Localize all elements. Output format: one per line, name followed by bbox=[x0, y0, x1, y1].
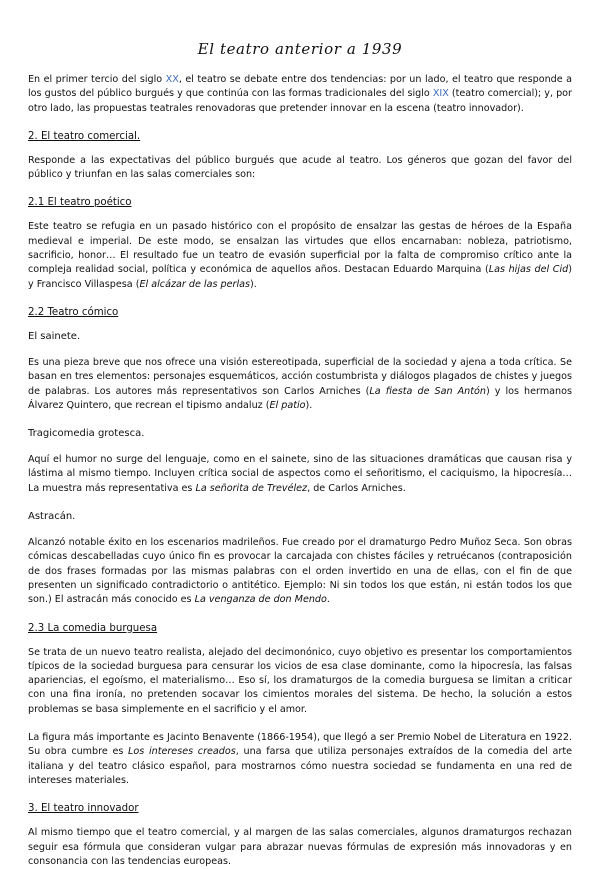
work-title: El alcázar de las perlas bbox=[139, 278, 250, 290]
paragraph-tragicomedia bbox=[28, 453, 572, 496]
intro-text-3: (teatro comercial); y, por otro lado, las propuestas teatrales renovadoras que pretender innovar en la escena (teatro innovador). bbox=[28, 88, 572, 114]
roman-numeral-xix: XIX bbox=[432, 88, 449, 100]
heading-teatro-poetico: 2.1 El teatro poético bbox=[28, 197, 132, 209]
text: Alcanzó notable éxito en los escenarios madrileños. Fue creado por el dramaturgo Pedro Muñoz Seca. Son obras cómicas descabelladas cuyo único fin es provocar la carcajada con chistes fáciles y retruécanos (contraposición de dos frases formadas por las mismas palabras con el orden invertido en una de ellas, con el fin de que presenten un significado contradictorio o antitético. Ejemplo: Ni sin todos los que están, ni están todos los que son.) El astracán más conocido es bbox=[28, 537, 572, 606]
intro-paragraph bbox=[28, 73, 572, 116]
text: Es una pieza breve que nos ofrece una visión estereotipada, superficial de la sociedad y ajena a toda crítica. Se basan en tres elementos: personajes esquemáticos, acción costumbrista y diálogos plagados de chistes y juegos de palabras. Los autores más representativos son Carlos Arniches ( bbox=[28, 356, 572, 397]
paragraph-comedia-burguesa-2 bbox=[28, 731, 572, 788]
work-title: El patio bbox=[269, 399, 306, 411]
paragraph-teatro-innovador: Al mismo tiempo que el teatro comercial, y al margen de las salas comerciales, algunos dramaturgos rechazan seguir esa fórmula que consideran vulgar para abrazar nuevas fórmulas de expresión más innovadoras y en consonancia con las tendencias europeas. bbox=[28, 827, 572, 867]
text: La figura más importante es Jacinto Benavente (1866-1954), que llegó a ser Premio Nobel de Literatura en 1922. Su obra cumbre es bbox=[28, 732, 572, 758]
document-title: El teatro anterior a 1939 bbox=[197, 40, 403, 58]
text: ). bbox=[305, 399, 313, 411]
paragraph-astracan bbox=[28, 536, 572, 607]
paragraph-teatro-poetico bbox=[28, 220, 572, 291]
subheading-tragicomedia: Tragicomedia grotesca. bbox=[28, 428, 145, 440]
heading-comedia-burguesa: 2.3 La comedia burguesa bbox=[28, 622, 158, 634]
text: ) y Francisco Villaspesa ( bbox=[28, 264, 572, 290]
text: ). bbox=[249, 278, 257, 290]
paragraph-sainete bbox=[28, 356, 572, 413]
work-title: La venganza de don Mendo bbox=[194, 594, 327, 606]
text: Aquí el humor no surge del lenguaje, como en el sainete, sino de las situaciones dramáticas que causan risa y lástima al mismo tiempo. Incluyen crítica social de aspectos como el señoritismo, el caciquismo, la hipocresía… La muestra más representativa es bbox=[28, 454, 572, 494]
work-title: La fiesta de San Antón bbox=[369, 385, 486, 397]
text: , una farsa que utiliza personajes extraídos de la comedia del arte italiana y del teatro clásico español, para mostrarnos cómo nuestra sociedad se fundamenta en una red de intereses materiales. bbox=[28, 746, 572, 786]
heading-teatro-innovador: 3. El teatro innovador bbox=[28, 803, 139, 815]
text: , de Carlos Arniches. bbox=[307, 482, 406, 494]
work-title: La señorita de Trevélez bbox=[195, 482, 308, 494]
subheading-astracan: Astracán. bbox=[28, 511, 76, 523]
roman-numeral-xx: XX bbox=[165, 74, 179, 85]
intro-text-1: En el primer tercio del siglo bbox=[28, 74, 166, 85]
heading-teatro-comico: 2.2 Teatro cómico bbox=[28, 306, 119, 318]
intro-text-2: , el teatro se debate entre dos tendencias: por un lado, el teatro que responde a los gustos del público burgués y que continúa con las formas tradicionales del siglo bbox=[28, 74, 572, 100]
work-title: Las hijas del Cid bbox=[488, 264, 569, 276]
text: . bbox=[326, 594, 330, 606]
paragraph-teatro-comercial: Responde a las expectativas del público burgués que acude al teatro. Los géneros que gozan del favor del público y triunfan en las salas comerciales son: bbox=[28, 154, 572, 181]
text: Este teatro se refugia en un pasado histórico con el propósito de ensalzar las gestas de héroes de la España medieval e imperial. De este modo, se ensalzan las virtudes que ellos encarnaban: nobleza, patriotismo, sacrificio, honor… El resultado fue un teatro de evasión superficial por la falta de compromiso crítico ante la compleja realidad social, política y económica de aquellos años. Destacan Eduardo Marquina ( bbox=[28, 221, 572, 276]
text: ) y los hermanos Álvarez Quintero, que recrean el tipismo andaluz ( bbox=[28, 385, 572, 411]
subheading-sainete: El sainete. bbox=[28, 330, 81, 342]
heading-teatro-comercial: 2. El teatro comercial. bbox=[28, 130, 141, 142]
paragraph-comedia-burguesa-1: Se trata de un nuevo teatro realista, alejado del decimonónico, cuyo objetivo es presentar los comportamientos típicos de la sociedad burguesa para censurar los vicios de esa clase dominante, como la hipocresía, las falsas apariencias, el egoísmo, el materialismo… Eso sí, los dramaturgos de la comedia burguesa se limitan a criticar con una fina ironía, no pretenden socavar los cimientos morales del sistema. De hecho, la solución a estos problemas se basa simplemente en el sacrificio y el amor. bbox=[28, 646, 572, 715]
work-title: Los intereses creados bbox=[128, 746, 236, 758]
